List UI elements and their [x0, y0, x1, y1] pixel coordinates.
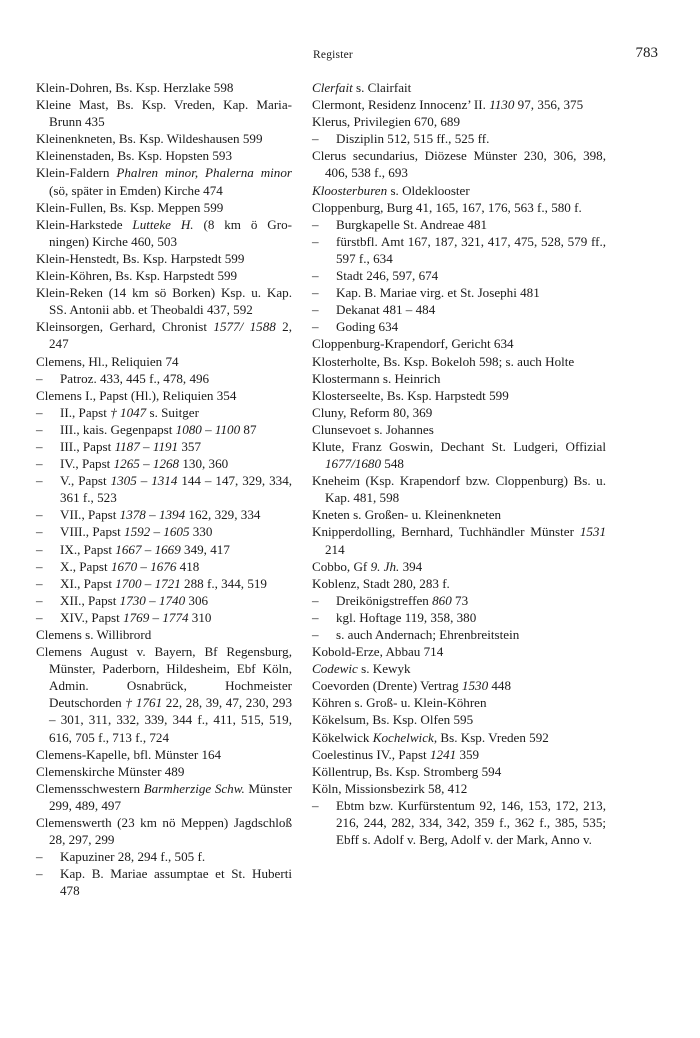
- entry-italic-text: 1305 – 1314: [110, 473, 178, 489]
- index-subentry: [36, 421, 292, 438]
- entry-italic-text: 1730 – 1740: [119, 592, 186, 608]
- index-entry: [312, 643, 606, 660]
- index-entry: [36, 353, 292, 370]
- entry-italic-text: 1265 – 1268: [113, 456, 180, 472]
- index-entry: [312, 438, 606, 472]
- entry-text: Clunsevoet s. Johannes: [312, 421, 434, 437]
- index-entry: [312, 421, 606, 438]
- entry-text: Kleinenstaden, Bs. Ksp. Hopsten 593: [36, 148, 233, 164]
- entry-text: Kleine Mast, Bs. Ksp. Vreden, Kap. Maria-Brunn 435: [36, 97, 292, 130]
- entry-text: IX., Papst: [60, 541, 116, 557]
- index-entry: [36, 130, 292, 147]
- entry-text: Kleinenkneten, Bs. Ksp. Wildeshausen 599: [36, 131, 263, 147]
- entry-italic-text: 1130: [489, 97, 515, 113]
- entry-italic-text: 860: [432, 592, 452, 608]
- entry-text: Münster 299, 489, 497: [49, 780, 292, 813]
- entry-text: s. Oldeklooster: [387, 182, 470, 198]
- entry-text: Coelestinus IV., Papst: [312, 746, 430, 762]
- index-entry: [36, 780, 292, 814]
- entry-text: III., Papst: [60, 438, 115, 454]
- entry-text: (sö, später in Emden) Kirche 474: [49, 182, 223, 198]
- index-entry: [312, 763, 606, 780]
- entry-text: Clemens I., Papst (Hl.), Reliquien 354: [36, 387, 237, 403]
- entry-text: Klosterholte, Bs. Ksp. Bokeloh 598; s. auch Holte: [312, 353, 575, 369]
- entry-text: 330: [189, 524, 213, 540]
- entry-text: kgl. Hoftage 119, 358, 380: [336, 609, 477, 625]
- index-entry: [36, 318, 292, 352]
- index-entry: [312, 147, 606, 181]
- entry-text: Knipperdolling, Bernhard, Tuchhändler Münster: [312, 524, 580, 540]
- entry-text: III., kais. Gegenpapst: [60, 421, 176, 437]
- entry-italic-text: 1667 – 1669: [115, 541, 181, 557]
- index-entry: [312, 575, 606, 592]
- index-column-right: [312, 79, 606, 848]
- index-entry: [312, 387, 606, 404]
- entry-text: Clemens-Kapelle, bfl. Münster 164: [36, 746, 222, 762]
- entry-italic-text: Barmherzige Schw.: [143, 780, 245, 796]
- index-entry: [312, 404, 606, 421]
- index-entry: [312, 660, 606, 677]
- entry-text: XI., Papst: [60, 575, 116, 591]
- entry-text: 162, 329, 334: [185, 507, 261, 523]
- index-entry: [312, 711, 606, 728]
- entry-text: IV., Papst: [60, 456, 114, 472]
- entry-text: Köln, Missionsbezirk 58, 412: [312, 780, 468, 796]
- index-entry: [312, 182, 606, 199]
- entry-text: Cluny, Reform 80, 369: [312, 404, 433, 420]
- index-column-left: [36, 79, 292, 900]
- index-entry: [312, 506, 606, 523]
- index-entry: [312, 694, 606, 711]
- entry-text: (8 km ö Gro-ningen) Kirche 460, 503: [49, 216, 292, 249]
- index-subentry: [312, 318, 606, 335]
- index-entry: [312, 472, 606, 506]
- entry-text: Kapuziner 28, 294 f., 505 f.: [60, 849, 206, 865]
- index-subentry: [36, 592, 292, 609]
- index-entry: [36, 147, 292, 164]
- running-header: Register: [313, 49, 353, 61]
- entry-text: Kökelsum, Bs. Ksp. Olfen 595: [312, 712, 474, 728]
- index-subentry: [36, 523, 292, 540]
- index-entry: [312, 79, 606, 96]
- entry-text: XII., Papst: [60, 592, 120, 608]
- index-entry: [36, 79, 292, 96]
- index-subentry: [36, 609, 292, 626]
- entry-italic-text: Lutteke H.: [132, 216, 194, 232]
- entry-italic-text: 1531: [579, 524, 606, 540]
- entry-text: s. Kewyk: [357, 661, 411, 677]
- index-entry: [36, 199, 292, 216]
- entry-text: 130, 360: [179, 456, 229, 472]
- entry-text: Dekanat 481 – 484: [336, 302, 436, 318]
- entry-text: Kap. B. Mariae assumptae et St. Huberti 478: [60, 866, 292, 899]
- index-subentry: [312, 284, 606, 301]
- entry-text: Klein-Henstedt, Bs. Ksp. Harpstedt 599: [36, 250, 245, 266]
- index-entry: [36, 267, 292, 284]
- entry-text: 214: [325, 541, 345, 557]
- entry-text: s. Clairfait: [352, 80, 412, 95]
- index-subentry: [312, 130, 606, 147]
- entry-text: 87: [240, 421, 257, 437]
- entry-text: , Bs. Ksp. Vreden 592: [433, 729, 549, 745]
- entry-text: 97, 356, 375: [514, 97, 584, 113]
- entry-italic-text: 1769 – 1774: [123, 609, 189, 625]
- index-entry: [312, 780, 606, 797]
- entry-text: Coevorden (Drente) Vertrag: [312, 678, 462, 694]
- entry-text: Klein-Köhren, Bs. Ksp. Harpstedt 599: [36, 268, 238, 284]
- entry-text: 306: [185, 592, 209, 608]
- entry-text: Clemensschwestern: [36, 780, 144, 796]
- entry-text: 349, 417: [180, 541, 230, 557]
- page-number: 783: [635, 45, 658, 61]
- entry-text: Köllentrup, Bs. Ksp. Stromberg 594: [312, 763, 502, 779]
- entry-italic-text: 1241: [429, 746, 457, 762]
- entry-italic-text: Kochelwick: [372, 729, 434, 745]
- entry-italic-text: Clerfait: [312, 80, 353, 95]
- entry-text: VIII., Papst: [60, 524, 125, 540]
- index-entry: [312, 353, 606, 370]
- entry-text: II., Papst: [60, 404, 111, 420]
- index-entry: [312, 335, 606, 352]
- entry-text: s. auch Andernach; Ehrenbreitstein: [336, 627, 520, 642]
- index-subentry: [36, 575, 292, 592]
- entry-text: Koblenz, Stadt 280, 283 f.: [312, 575, 450, 591]
- entry-text: 548: [381, 456, 404, 472]
- index-subentry: [312, 797, 606, 848]
- entry-text: Cloppenburg, Burg 41, 165, 167, 176, 563 f., 580 f.: [312, 199, 582, 215]
- entry-text: Kleinsorgen, Gerhard, Chronist: [36, 319, 214, 335]
- entry-text: V., Papst: [60, 473, 111, 489]
- entry-italic-text: 9. Jh.: [370, 558, 400, 574]
- entry-text: Clemenskirche Münster 489: [36, 763, 185, 779]
- entry-text: 73: [451, 592, 469, 608]
- index-entry: [312, 199, 606, 216]
- entry-text: Klein-Faldern: [36, 165, 117, 181]
- index-subentry: [312, 626, 606, 643]
- entry-italic-text: 1577/ 1588: [213, 319, 276, 335]
- index-entry: [36, 216, 292, 250]
- entry-text: 448: [488, 678, 512, 694]
- entry-text: Ebtm bzw. Kurfürstentum 92, 146, 153, 172, 213, 216, 244, 282, 334, 342, 359 f., 362 f., 385, 535; Ebff s. Adolf v. Berg, Adolf v. der Mark, Anno v.: [336, 797, 606, 848]
- entry-text: Goding 634: [336, 319, 399, 335]
- entry-text: X., Papst: [60, 558, 111, 574]
- entry-italic-text: 1670 – 1676: [110, 558, 177, 574]
- index-entry: [36, 626, 292, 643]
- entry-text: Clemens s. Willibrord: [36, 627, 152, 642]
- entry-text: s. Suitger: [146, 404, 199, 420]
- index-subentry: [312, 592, 606, 609]
- entry-text: 359: [456, 746, 480, 762]
- entry-text: Klein-Reken (14 km sö Borken) Ksp. u. Kap. SS. Antonii abb. et Theobaldi 437, 592: [36, 285, 292, 318]
- entry-text: 394: [399, 558, 423, 574]
- index-entry: [36, 96, 292, 130]
- index-subentry: [312, 216, 606, 233]
- entry-text: Clemens August v. Bayern, Bf Regensburg, Münster, Paderborn, Hildesheim, Ebf Köln, Admin. Osnabrück, Hochmeister Deutschorden: [36, 644, 292, 711]
- entry-italic-text: † 1761: [125, 695, 163, 711]
- index-entry: [312, 96, 606, 113]
- entry-text: 288 f., 344, 519: [180, 575, 267, 591]
- entry-text: 357: [178, 438, 202, 454]
- index-entry: [36, 250, 292, 267]
- index-subentry: [36, 558, 292, 575]
- index-subentry: [312, 301, 606, 318]
- entry-text: Klostermann s. Heinrich: [312, 370, 441, 386]
- entry-italic-text: 1080 – 1100: [175, 421, 241, 437]
- index-entry: [36, 814, 292, 848]
- entry-text: Köhren s. Groß- u. Klein-Köhren: [312, 695, 487, 711]
- entry-text: Klerus, Privilegien 670, 689: [312, 114, 461, 130]
- index-entry: [36, 763, 292, 780]
- entry-text: Clermont, Residenz Innocenz’ II.: [312, 97, 490, 113]
- entry-text: Kneten s. Großen- u. Kleinenkneten: [312, 507, 502, 523]
- entry-text: Clemenswerth (23 km nö Meppen) Jagdschloß 28, 297, 299: [36, 815, 292, 848]
- index-entry: [312, 677, 606, 694]
- index-entry: [36, 746, 292, 763]
- entry-text: VII., Papst: [60, 507, 120, 523]
- entry-text: 144 – 147, 329, 334, 361 f., 523: [60, 473, 293, 506]
- index-entry: [36, 164, 292, 198]
- entry-italic-text: Kloosterburen: [312, 182, 388, 198]
- entry-text: Kap. B. Mariae virg. et St. Josephi 481: [336, 285, 540, 301]
- entry-text: Klute, Franz Goswin, Dechant St. Ludgeri, Offizial: [312, 438, 606, 454]
- entry-text: Stadt 246, 597, 674: [336, 268, 439, 284]
- entry-text: 22, 28, 39, 47, 230, 293 – 301, 311, 332, 339, 344 f., 411, 515, 519, 616, 705 f., 713 f., 724: [49, 695, 292, 745]
- entry-text: 2, 247: [49, 319, 292, 352]
- entry-italic-text: Codewic: [312, 661, 358, 677]
- index-subentry: [36, 370, 292, 387]
- index-subentry: [36, 506, 292, 523]
- entry-italic-text: 1530: [461, 678, 489, 694]
- entry-text: Burgkapelle St. Andreae 481: [336, 216, 488, 232]
- entry-text: Disziplin 512, 515 ff., 525 ff.: [336, 131, 490, 147]
- entry-text: Clemens, Hl., Reliquien 74: [36, 353, 179, 369]
- index-subentry: [36, 404, 292, 421]
- entry-text: fürstbfl. Amt 167, 187, 321, 417, 475, 528, 579 ff., 597 f., 634: [336, 233, 606, 266]
- index-entry: [312, 370, 606, 387]
- index-entry: [312, 746, 606, 763]
- entry-text: Clerus secundarius, Diözese Münster 230, 306, 398, 406, 538 f., 693: [312, 148, 606, 181]
- entry-italic-text: 1592 – 1605: [124, 524, 190, 540]
- entry-text: XIV., Papst: [60, 609, 124, 625]
- index-entry: [36, 643, 292, 746]
- index-entry: [36, 387, 292, 404]
- entry-text: Klein-Dohren, Bs. Ksp. Herzlake 598: [36, 80, 234, 95]
- index-entry: [36, 284, 292, 318]
- entry-italic-text: 1677/1680: [325, 456, 382, 472]
- entry-italic-text: Phalren minor, Phalerna minor: [116, 165, 292, 181]
- entry-text: 310: [188, 609, 212, 625]
- entry-text: Dreikönigstreffen: [336, 592, 433, 608]
- entry-italic-text: 1700 – 1721: [115, 575, 181, 591]
- entry-text: 418: [176, 558, 200, 574]
- entry-text: Patroz. 433, 445 f., 478, 496: [60, 370, 210, 386]
- index-entry: [312, 113, 606, 130]
- index-subentry: [36, 455, 292, 472]
- entry-text: Klein-Fullen, Bs. Ksp. Meppen 599: [36, 199, 224, 215]
- entry-italic-text: † 1047: [110, 404, 147, 420]
- index-entry: [312, 523, 606, 557]
- entry-text: Cloppenburg-Krapendorf, Gericht 634: [312, 336, 514, 352]
- entry-text: Kökelwick: [312, 729, 373, 745]
- entry-text: Klein-Harkstede: [36, 216, 133, 232]
- index-subentry: [36, 438, 292, 455]
- index-subentry: [36, 865, 292, 899]
- entry-text: Cobbo, Gf: [312, 558, 371, 574]
- index-subentry: [312, 609, 606, 626]
- index-entry: [312, 729, 606, 746]
- entry-text: Klosterseelte, Bs. Ksp. Harpstedt 599: [312, 387, 509, 403]
- entry-italic-text: 1378 – 1394: [119, 507, 186, 523]
- index-subentry: [312, 233, 606, 267]
- index-entry: [312, 558, 606, 575]
- index-subentry: [36, 848, 292, 865]
- entry-italic-text: 1187 – 1191: [114, 438, 179, 454]
- index-subentry: [36, 541, 292, 558]
- entry-text: Kobold-Erze, Abbau 714: [312, 644, 444, 660]
- index-subentry: [312, 267, 606, 284]
- entry-text: Kneheim (Ksp. Krapendorf bzw. Cloppenburg) Bs. u. Kap. 481, 598: [312, 473, 606, 506]
- index-subentry: [36, 472, 292, 506]
